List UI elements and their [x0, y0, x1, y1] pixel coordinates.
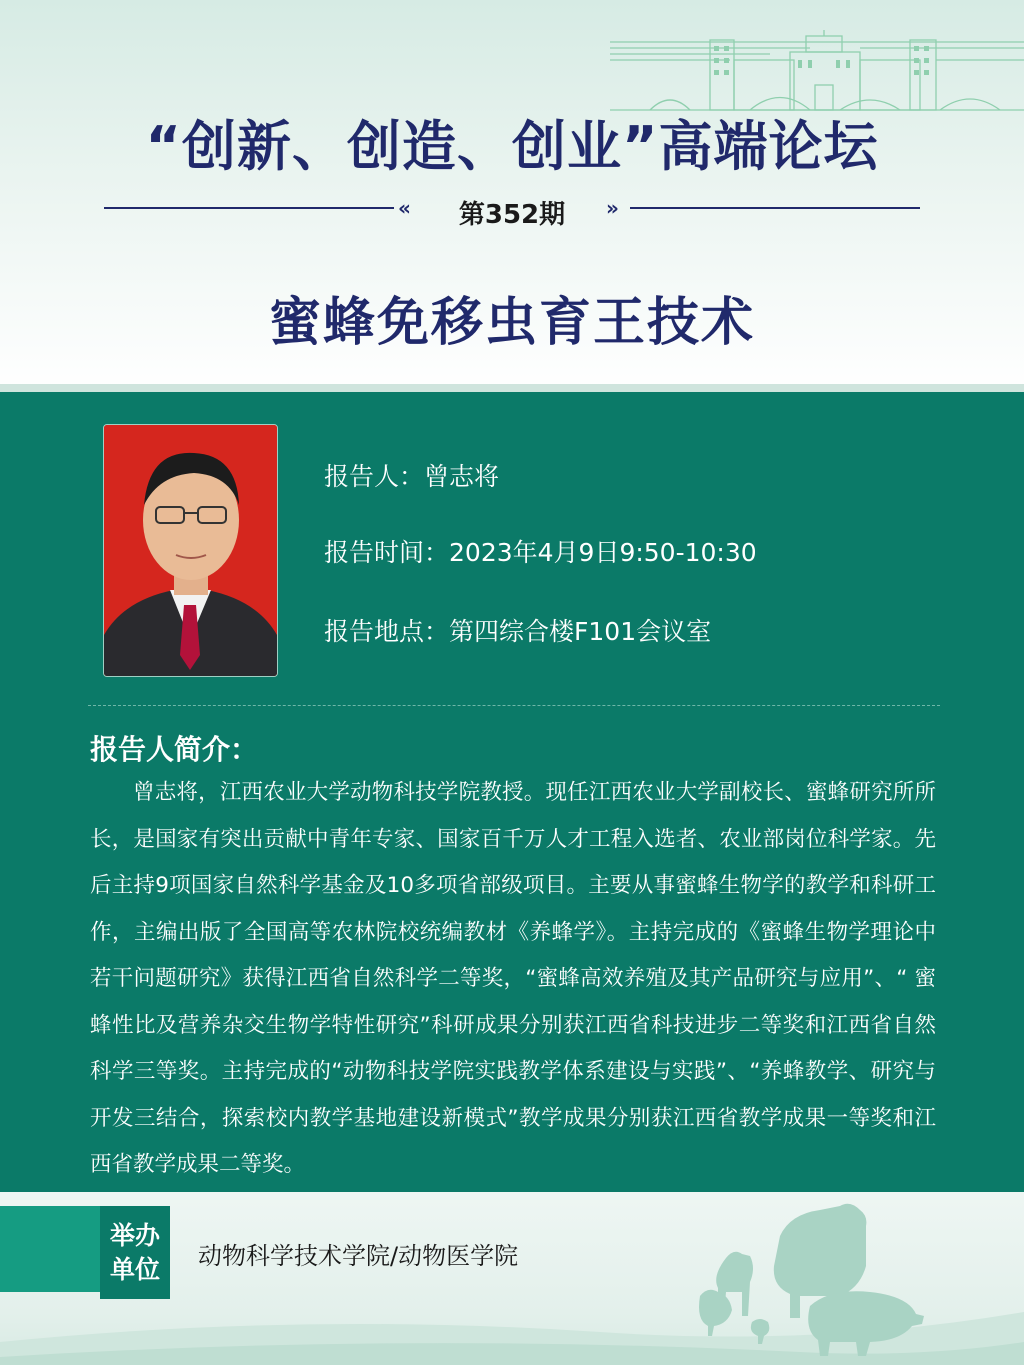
bio-text: 曾志将，江西农业大学动物科技学院教授。现任江西农业大学副校长、蜜蜂研究所所长，是国家有突出贡献中青年专家、国家百千万人才工程入选者、农业部岗位科学家。先后主持9项国家自然科学基金及10多项省部级项目。主要从事蜜蜂生物学的教学和科研工作，主编出版了全国高等农林院校统编教材《养蜂学》。主持完成的《蜜蜂生物学理论中若干问题研究》获得江西省自然科学二等奖，“蜜蜂高效养殖及其产品研究与应用”、“ 蜜蜂性比及营养杂交生物学特性研究”科研成果分别获江西省科技进步二等奖和江西省自然科学三等奖。主持完成的“动物科技学院实践教学体系建设与实践”、“养蜂教学、研究与开发三结合，探索校内教学基地建设新模式”教学成果分别获江西省教学成果一等奖和江西省教学成果二等奖。: [90, 780, 936, 1177]
host-organization: 动物科学技术学院/动物医学院: [198, 1242, 519, 1270]
chevron-right-icon: »: [606, 196, 619, 220]
report-title: 蜜蜂免移虫育王技术: [268, 293, 755, 353]
issue-number: 第352期: [458, 200, 566, 230]
report-location-row: [324, 612, 711, 648]
report-location-label: 报告地点：: [324, 617, 450, 646]
livestock-silhouette-icon: [690, 1196, 1024, 1365]
section-divider: [88, 705, 940, 706]
host-label-accent: [0, 1206, 100, 1292]
speaker-name: 曾志将: [424, 462, 500, 491]
speaker-name-row: [324, 457, 499, 493]
speaker-photo: [103, 424, 278, 677]
report-time-label: 报告时间：: [324, 538, 450, 567]
report-time: 2023年4月9日9:50-10:30: [449, 538, 757, 567]
host-label: [100, 1206, 170, 1299]
chevron-left-icon: «: [398, 196, 411, 220]
bio-heading: 报告人简介：: [90, 733, 259, 766]
issue-divider-right: [630, 207, 920, 209]
report-location: 第四综合楼F101会议室: [449, 617, 712, 646]
host-label-line2: 单位: [109, 1254, 160, 1284]
forum-title: “创新、创造、创业”高端论坛: [145, 115, 879, 178]
header: [0, 0, 1024, 392]
speaker-name-label: 报告人：: [324, 462, 425, 491]
host-label-line1: 举办: [109, 1220, 160, 1250]
speaker-portrait-icon: [104, 425, 277, 676]
report-time-row: [324, 533, 757, 569]
